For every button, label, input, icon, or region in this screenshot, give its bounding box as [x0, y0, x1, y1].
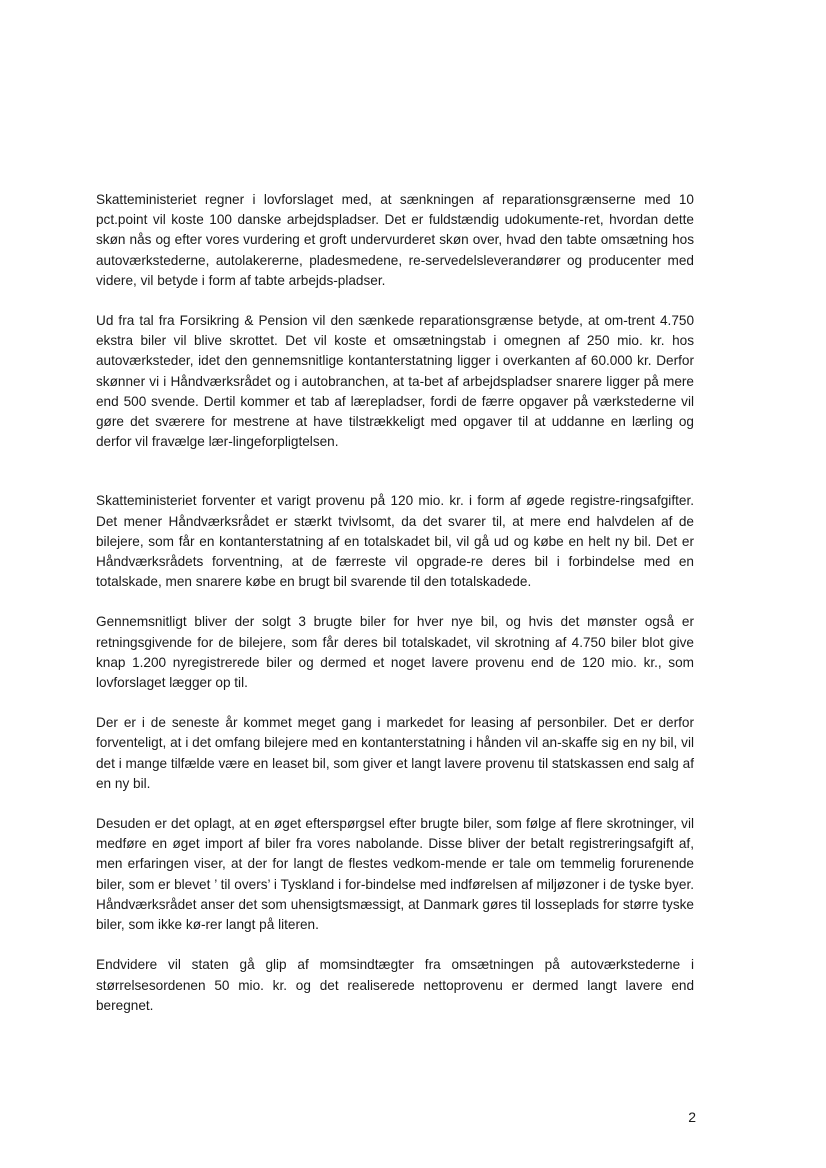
paragraph-2: Ud fra tal fra Forsikring & Pension vil den sænkede reparationsgrænse betyde, at om-trent 4.750 ekstra biler vil blive skrottet. Det vil koste et omsætningstab i omegnen af 250 mio. kr. hos autoværksteder, idet den gennemsnitlige kontanterstatning ligger i overkanten af 60.000 kr. Derfor skønner vi i Håndværksrådet og i autobranchen, at ta-bet af arbejdspladser snarere ligger på mere end 500 svende. Dertil kommer et tab af lærepladser, fordi de færre opgaver på værkstederne vil gøre det sværere for mestrene at have tilstrækkeligt med opgaver til at uddanne en lærling og derfor vil fravælge lær-lingeforpligtelsen. — [96, 313, 694, 450]
paragraph-5: Der er i de seneste år kommet meget gang i markedet for leasing af personbiler. Det er derfor forventeligt, at i det omfang bilejere med en kontanterstatning i hånden vil an-skaffe sig en ny bil, vil det i mange tilfælde være en leaset bil, som giver et langt lavere provenu til statskassen end salg af en ny bil. — [96, 715, 694, 791]
paragraph-6: Desuden er det oplagt, at en øget efterspørgsel efter brugte biler, som følge af flere skrotninger, vil medføre en øget import af biler fra vores nabolande. Disse bliver der betalt registreringsafgift af, men erfaringen viser, at der for langt de flestes vedkom-mende er tale om temmelig forurenende biler, som er blevet ’ til overs’ i Tyskland i for-bindelse med indførelsen af miljøzoner i de tyske byer. Håndværksrådet anser det som uhensigtsmæssigt, at Danmark gøres til losseplads for større tyske biler, som ikke kø-rer langt på literen. — [96, 816, 694, 933]
paragraph-7: Endvidere vil staten gå glip af momsindtægter fra omsætningen på autoværkstederne i størrelsesordenen 50 mio. kr. og det realiserede nettoprovenu er dermed langt lavere end beregnet. — [96, 957, 694, 1013]
paragraph-1: Skatteministeriet regner i lovforslaget med, at sænkningen af reparationsgrænserne med 10 pct.point vil koste 100 danske arbejdspladser. Det er fuldstændig udokumente-ret, hvordan dette skøn nås og efter vores vurdering et groft undervurderet skøn over, hvad den tabte omsætning hos autoværkstederne, autolakererne, pladesmedene, re-servedelsleverandører og producenter med videre, vil betyde i form af tabte arbejds-pladser. — [96, 192, 694, 288]
document-body — [96, 190, 694, 1016]
paragraph-3: Skatteministeriet forventer et varigt provenu på 120 mio. kr. i form af øgede registre-ringsafgifter. Det mener Håndværksrådet er stærkt tvivlsomt, da det svarer til, at mere end halvdelen af de bilejere, som får en kontanterstatning af en totalskadet bil, vil gå ud og købe en helt ny bil. Det er Håndværksrådets forventning, at de færreste vil opgrade-re deres bil i forbindelse med en totalskade, men snarere købe en brugt bil svarende til den totalskadede. — [96, 493, 694, 590]
page-number: 2 — [688, 1109, 696, 1125]
paragraph-4: Gennemsnitligt bliver der solgt 3 brugte biler for hver nye bil, og hvis det mønster også er retningsgivende for de bilejere, som får deres bil totalskadet, vil skrotning af 4.750 biler blot give knap 1.200 nyregistrerede biler og dermed et noget lavere provenu end de 120 mio. kr., som lovforslaget lægger op til. — [96, 614, 694, 691]
